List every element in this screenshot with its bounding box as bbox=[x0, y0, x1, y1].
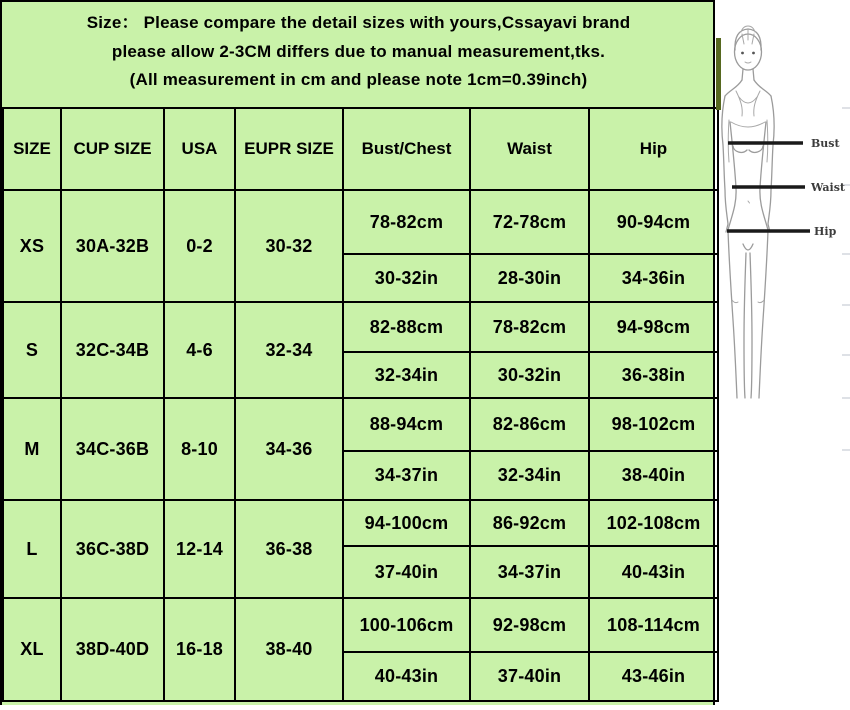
cell-eupr-m: 34-36 bbox=[235, 398, 343, 500]
size-note bbox=[2, 9, 715, 95]
cell-hip-cm-m: 98-102cm bbox=[589, 398, 718, 451]
cell-bust-cm-xs: 78-82cm bbox=[343, 190, 470, 254]
cell-bust-in-xs: 30-32in bbox=[343, 254, 470, 302]
cell-hip-in-xs: 34-36in bbox=[589, 254, 718, 302]
cell-bust-in-s: 32-34in bbox=[343, 352, 470, 398]
table-row bbox=[3, 598, 718, 652]
col-header-usa: USA bbox=[164, 108, 235, 190]
cell-hip-cm-l: 102-108cm bbox=[589, 500, 718, 546]
edge-dashes bbox=[842, 108, 850, 450]
hip-label: Hip bbox=[814, 225, 837, 238]
col-header-size: SIZE bbox=[3, 108, 61, 190]
cell-cup-xl: 38D-40D bbox=[61, 598, 164, 701]
measurement-figure bbox=[715, 0, 850, 705]
cell-hip-in-xl: 43-46in bbox=[589, 652, 718, 701]
cell-bust-cm-xl: 100-106cm bbox=[343, 598, 470, 652]
cell-waist-cm-xl: 92-98cm bbox=[470, 598, 589, 652]
cell-waist-cm-m: 82-86cm bbox=[470, 398, 589, 451]
cell-usa-l: 12-14 bbox=[164, 500, 235, 598]
cell-waist-in-s: 30-32in bbox=[470, 352, 589, 398]
side-strip bbox=[716, 38, 721, 110]
cell-hip-in-s: 36-38in bbox=[589, 352, 718, 398]
cell-bust-in-l: 37-40in bbox=[343, 546, 470, 598]
cell-size-m: M bbox=[3, 398, 61, 500]
table-row bbox=[3, 500, 718, 546]
cell-hip-in-m: 38-40in bbox=[589, 451, 718, 500]
cell-cup-l: 36C-38D bbox=[61, 500, 164, 598]
cell-waist-cm-xs: 72-78cm bbox=[470, 190, 589, 254]
table-row bbox=[3, 302, 718, 352]
woman-outline-sketch bbox=[722, 26, 774, 398]
cell-bust-cm-l: 94-100cm bbox=[343, 500, 470, 546]
cell-eupr-xl: 38-40 bbox=[235, 598, 343, 701]
cell-hip-cm-xs: 90-94cm bbox=[589, 190, 718, 254]
bust-label: Bust bbox=[811, 137, 840, 150]
cell-bust-in-m: 34-37in bbox=[343, 451, 470, 500]
cell-size-l: L bbox=[3, 500, 61, 598]
cell-size-xs: XS bbox=[3, 190, 61, 302]
col-header-cup: CUP SIZE bbox=[61, 108, 164, 190]
cell-waist-cm-l: 86-92cm bbox=[470, 500, 589, 546]
body-sketch-diagram bbox=[715, 0, 850, 705]
cell-waist-in-m: 32-34in bbox=[470, 451, 589, 500]
cell-waist-cm-s: 78-82cm bbox=[470, 302, 589, 352]
size-note-line1: Size： Please compare the detail sizes with yours,Cssayavi brand bbox=[86, 13, 631, 32]
cell-cup-s: 32C-34B bbox=[61, 302, 164, 398]
cell-eupr-xs: 30-32 bbox=[235, 190, 343, 302]
cell-eupr-s: 32-34 bbox=[235, 302, 343, 398]
cell-usa-s: 4-6 bbox=[164, 302, 235, 398]
col-header-bust: Bust/Chest bbox=[343, 108, 470, 190]
table-header-row bbox=[3, 108, 718, 190]
col-header-waist: Waist bbox=[470, 108, 589, 190]
cell-usa-xl: 16-18 bbox=[164, 598, 235, 701]
cell-waist-in-l: 34-37in bbox=[470, 546, 589, 598]
cell-waist-in-xs: 28-30in bbox=[470, 254, 589, 302]
cell-size-s: S bbox=[3, 302, 61, 398]
col-header-hip: Hip bbox=[589, 108, 718, 190]
cell-bust-in-xl: 40-43in bbox=[343, 652, 470, 701]
table-row bbox=[3, 398, 718, 451]
col-header-eupr: EUPR SIZE bbox=[235, 108, 343, 190]
size-note-line3: (All measurement in cm and please note 1cm=0.39inch) bbox=[129, 70, 588, 89]
cell-hip-cm-s: 94-98cm bbox=[589, 302, 718, 352]
cell-usa-xs: 0-2 bbox=[164, 190, 235, 302]
size-note-line2: please allow 2-3CM differs due to manual measurement,tks. bbox=[111, 41, 606, 61]
cell-bust-cm-s: 82-88cm bbox=[343, 302, 470, 352]
waist-label: Waist bbox=[811, 181, 845, 194]
cell-hip-in-l: 40-43in bbox=[589, 546, 718, 598]
cell-size-xl: XL bbox=[3, 598, 61, 701]
cell-waist-in-xl: 37-40in bbox=[470, 652, 589, 701]
cell-usa-m: 8-10 bbox=[164, 398, 235, 500]
cell-bust-cm-m: 88-94cm bbox=[343, 398, 470, 451]
table-row bbox=[3, 190, 718, 254]
cell-cup-xs: 30A-32B bbox=[61, 190, 164, 302]
cell-hip-cm-xl: 108-114cm bbox=[589, 598, 718, 652]
cell-eupr-l: 36-38 bbox=[235, 500, 343, 598]
size-table bbox=[2, 107, 719, 702]
cell-cup-m: 34C-36B bbox=[61, 398, 164, 500]
